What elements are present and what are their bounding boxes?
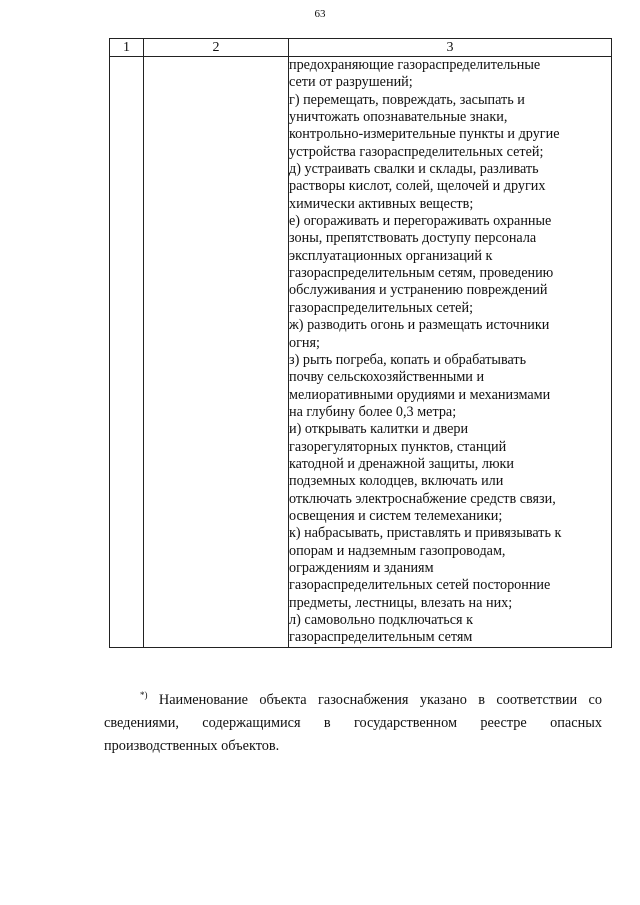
text-line: растворы кислот, солей, щелочей и других	[289, 178, 546, 195]
text-line: зоны, препятствовать доступу персонала	[289, 230, 537, 247]
cell-col-3	[289, 57, 612, 648]
column-header-3: 3	[289, 39, 612, 57]
footnote-text: Наименование объекта газоснабжения указано в соответствии со сведениями, содержащимися в государственном реестре опасных производственных объектов.	[104, 691, 602, 754]
cell-col-2	[144, 57, 289, 648]
text-line: отключать электроснабжение средств связи,	[289, 490, 556, 507]
text-line: обслуживания и устранению повреждений	[289, 282, 548, 299]
document-table	[109, 38, 612, 648]
footnote-marker: *)	[140, 690, 148, 700]
text-line: е) огораживать и перегораживать охранные	[289, 213, 552, 230]
text-line: ограждениям и зданиям	[289, 559, 434, 576]
text-line: д) устраивать свалки и склады, разливать	[289, 161, 539, 178]
text-line: газораспределительным сетям	[289, 629, 473, 646]
text-line: газорегуляторных пунктов, станций	[289, 438, 507, 455]
text-line: химически активных веществ;	[289, 195, 474, 212]
text-line: газораспределительных сетей;	[289, 299, 474, 316]
text-line: мелиоративными орудиями и механизмами	[289, 386, 551, 403]
text-line: опорам и надземным газопроводам,	[289, 542, 506, 559]
text-line: уничтожать опознавательные знаки,	[289, 109, 508, 126]
column-header-2: 2	[144, 39, 289, 57]
text-line: к) набрасывать, приставлять и привязывать к	[289, 525, 562, 542]
text-line: предохраняющие газораспределительные	[289, 57, 541, 73]
text-line: подземных колодцев, включать или	[289, 473, 504, 490]
text-line: эксплуатационных организаций к	[289, 247, 493, 264]
text-line: предметы, лестницы, влезать на них;	[289, 594, 513, 611]
column-header-1: 1	[110, 39, 144, 57]
cell-col-1	[110, 57, 144, 648]
text-line: газораспределительных сетей посторонние	[289, 577, 551, 594]
text-line: з) рыть погреба, копать и обрабатывать	[289, 351, 527, 368]
table-header-row	[110, 39, 612, 57]
text-line: сети от разрушений;	[289, 74, 413, 91]
text-line: газораспределительным сетям, проведению	[289, 265, 554, 282]
text-line: и) открывать калитки и двери	[289, 421, 469, 438]
text-line: освещения и систем телемеханики;	[289, 507, 503, 524]
text-line: почву сельскохозяйственными и	[289, 369, 485, 386]
text-line: контрольно-измерительные пункты и другие	[289, 126, 560, 143]
text-line: огня;	[289, 334, 320, 351]
text-line: ж) разводить огонь и размещать источники	[289, 317, 550, 334]
text-line: на глубину более 0,3 метра;	[289, 403, 457, 420]
page-number: 63	[314, 8, 326, 20]
text-line: г) перемещать, повреждать, засыпать и	[289, 91, 525, 108]
text-line: устройства газораспределительных сетей;	[289, 143, 544, 160]
text-line: л) самовольно подключаться к	[289, 612, 474, 628]
table-row	[110, 57, 612, 648]
footnote	[104, 684, 602, 758]
text-line: катодной и дренажной защиты, люки	[289, 455, 515, 472]
